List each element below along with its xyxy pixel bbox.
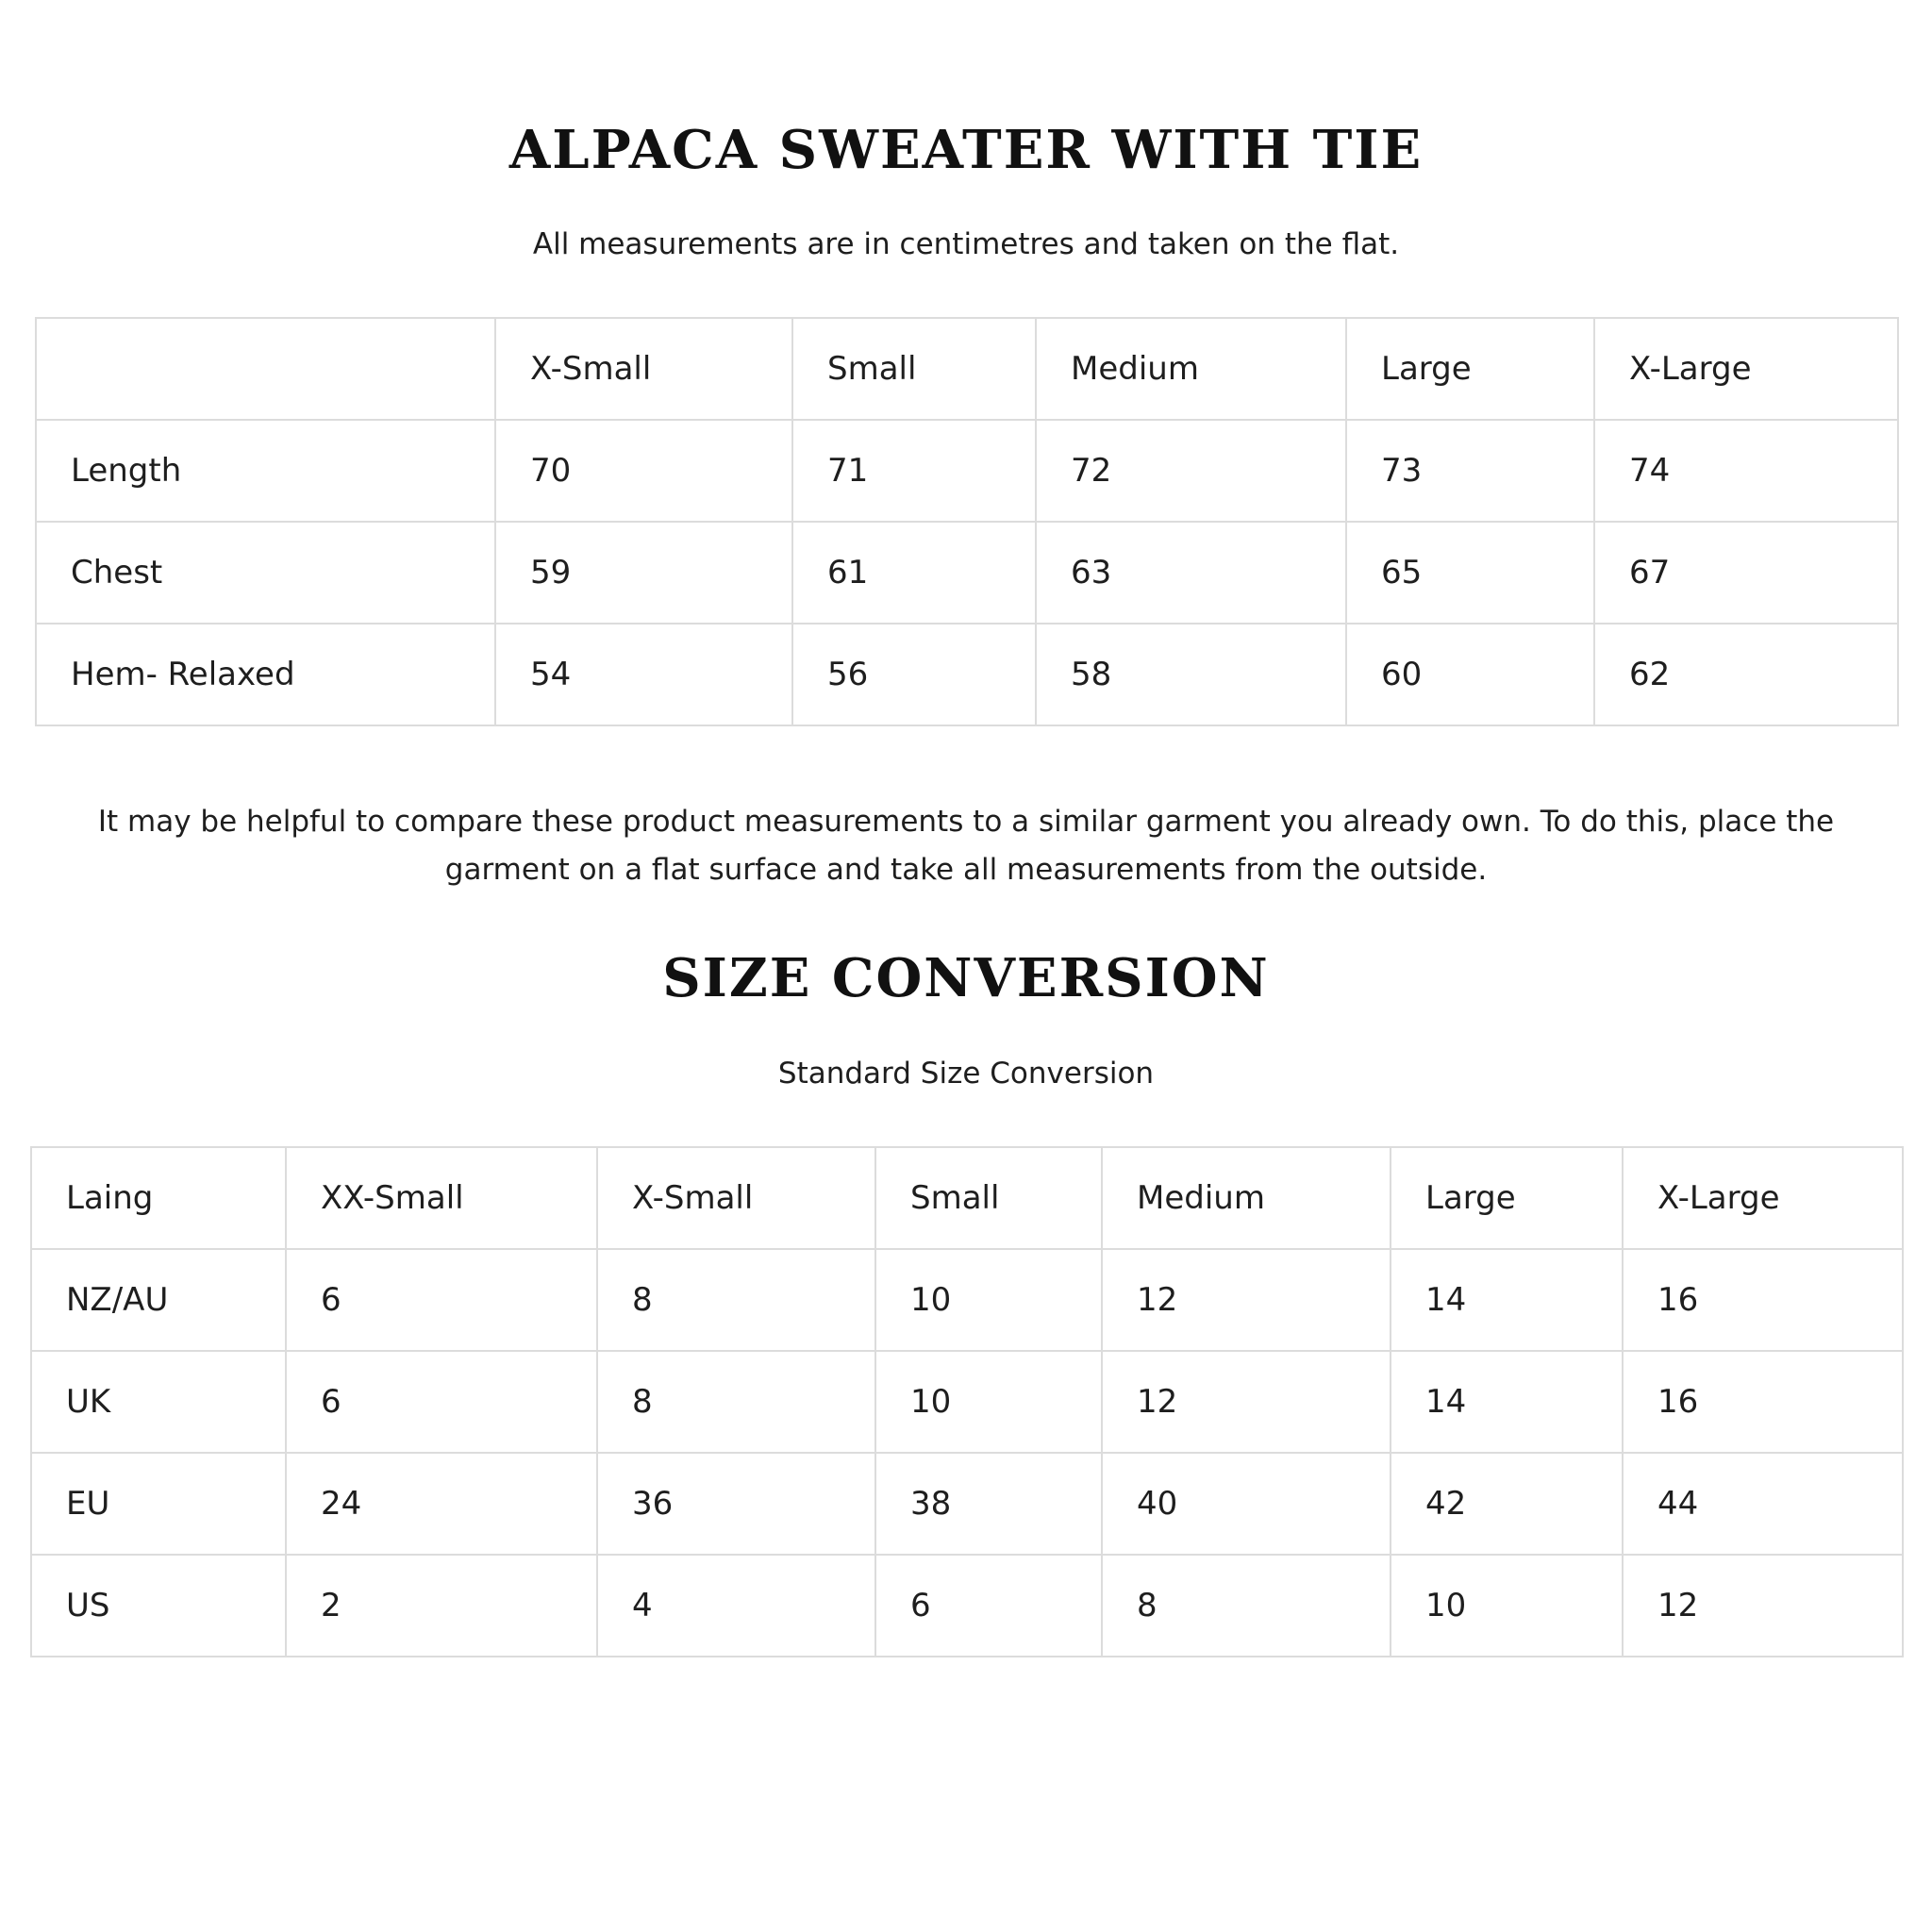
table-cell: 58	[1036, 624, 1346, 725]
row-label: NZ/AU	[31, 1249, 286, 1351]
size-conversion-table	[30, 1146, 1904, 1657]
table-header-row	[31, 1147, 1903, 1249]
table-cell: 10	[1391, 1555, 1623, 1657]
table-cell: 4	[597, 1555, 875, 1657]
table-cell: 6	[286, 1351, 597, 1453]
table-cell: 62	[1594, 624, 1898, 725]
table-cell: 2	[286, 1555, 597, 1657]
table-cell: 6	[875, 1555, 1102, 1657]
section-title: SIZE CONVERSION	[662, 947, 1270, 1009]
table-row	[36, 624, 1898, 725]
table-row	[31, 1351, 1903, 1453]
table-header-cell: X-Large	[1594, 318, 1898, 420]
row-label: UK	[31, 1351, 286, 1453]
table-cell: 12	[1623, 1555, 1903, 1657]
table-cell: 24	[286, 1453, 597, 1555]
table-header-cell: Large	[1391, 1147, 1623, 1249]
section-subtitle: Standard Size Conversion	[777, 1057, 1155, 1091]
table-header-cell	[36, 318, 495, 420]
table-cell: 63	[1036, 522, 1346, 624]
table-cell: 65	[1346, 522, 1594, 624]
table-cell: 10	[875, 1351, 1102, 1453]
table-cell: 12	[1102, 1351, 1391, 1453]
table-cell: 36	[597, 1453, 875, 1555]
table-cell: 60	[1346, 624, 1594, 725]
row-label: US	[31, 1555, 286, 1657]
table-row	[31, 1555, 1903, 1657]
measurement-note: All measurements are in centimetres and taken on the flat.	[532, 227, 1400, 261]
table-header-cell: X-Small	[495, 318, 792, 420]
table-cell: 8	[1102, 1555, 1391, 1657]
table-cell: 71	[792, 420, 1036, 522]
table-header-cell: Large	[1346, 318, 1594, 420]
table-cell: 56	[792, 624, 1036, 725]
table-cell: 61	[792, 522, 1036, 624]
page-title: ALPACA SWEATER WITH TIE	[508, 119, 1424, 181]
row-label: Hem- Relaxed	[36, 624, 495, 725]
table-cell: 10	[875, 1249, 1102, 1351]
table-header-cell: X-Small	[597, 1147, 875, 1249]
table-cell: 72	[1036, 420, 1346, 522]
table-header-cell: X-Large	[1623, 1147, 1903, 1249]
table-cell: 73	[1346, 420, 1594, 522]
table-cell: 54	[495, 624, 792, 725]
row-label: EU	[31, 1453, 286, 1555]
table-header-cell: Medium	[1036, 318, 1346, 420]
table-row	[36, 522, 1898, 624]
row-label: Chest	[36, 522, 495, 624]
comparison-advice: It may be helpful to compare these product measurements to a similar garment you already own. To do this, place the garment on a flat surface and take all measurements from the outside.	[97, 805, 1835, 887]
table-cell: 16	[1623, 1351, 1903, 1453]
table-cell: 42	[1391, 1453, 1623, 1555]
table-header-cell: XX-Small	[286, 1147, 597, 1249]
table-cell: 16	[1623, 1249, 1903, 1351]
table-row	[31, 1249, 1903, 1351]
table-cell: 14	[1391, 1249, 1623, 1351]
table-row	[36, 420, 1898, 522]
table-cell: 38	[875, 1453, 1102, 1555]
table-cell: 40	[1102, 1453, 1391, 1555]
table-header-cell: Medium	[1102, 1147, 1391, 1249]
table-cell: 8	[597, 1249, 875, 1351]
table-cell: 14	[1391, 1351, 1623, 1453]
table-header-row	[36, 318, 1898, 420]
table-cell: 12	[1102, 1249, 1391, 1351]
row-label: Length	[36, 420, 495, 522]
table-cell: 70	[495, 420, 792, 522]
table-header-cell: Laing	[31, 1147, 286, 1249]
table-cell: 74	[1594, 420, 1898, 522]
table-cell: 59	[495, 522, 792, 624]
table-cell: 44	[1623, 1453, 1903, 1555]
table-cell: 8	[597, 1351, 875, 1453]
table-cell: 67	[1594, 522, 1898, 624]
table-row	[31, 1453, 1903, 1555]
measurements-table	[35, 317, 1899, 726]
table-header-cell: Small	[875, 1147, 1102, 1249]
table-cell: 6	[286, 1249, 597, 1351]
table-header-cell: Small	[792, 318, 1036, 420]
